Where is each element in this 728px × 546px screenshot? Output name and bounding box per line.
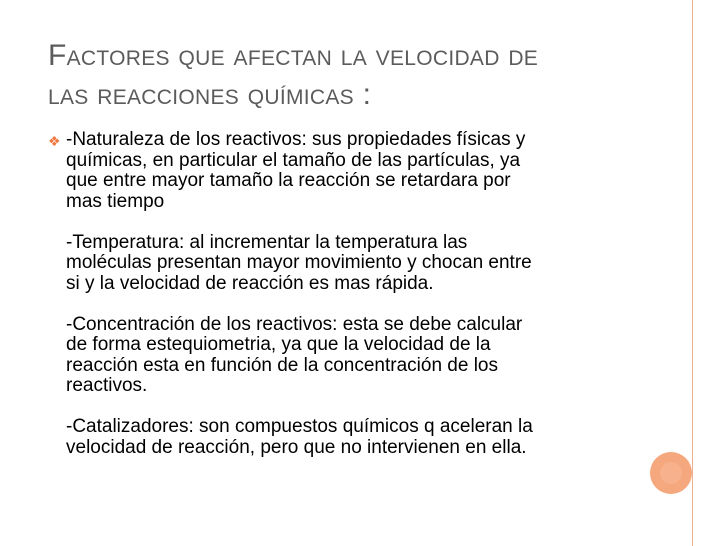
text-line: reactivos. (66, 375, 148, 396)
text-line: reacción esta en función de la concentración de los (66, 354, 498, 376)
orange-diamond-bullet-icon: ❖ (48, 133, 61, 149)
bullet-item (48, 130, 628, 458)
text-line: si y la velocidad de reacción es mas rápida. (66, 272, 434, 294)
text-line: -Temperatura: al incrementar la temperatura las (66, 231, 468, 253)
text-line: químicas, en particular el tamaño de las partículas, ya (66, 149, 521, 171)
paragraph-naturaleza (66, 130, 628, 212)
text-line: velocidad de reacción, pero que no intervienen en ella. (66, 436, 527, 458)
paragraph-temperatura (66, 233, 628, 295)
paragraph-catalizadores (66, 417, 628, 458)
text-line: de forma estequiometria, ya que la velocidad de la (66, 334, 491, 355)
text-line: -Catalizadores: son compuestos químicos q aceleran la (66, 416, 533, 437)
text-line: -Concentración de los reactivos: esta se debe calcular (66, 313, 523, 335)
decorative-vertical-line (692, 0, 693, 546)
text-line: que entre mayor tamaño la reacción se retardara por (66, 170, 511, 191)
text-line: mas tiempo (66, 190, 165, 212)
text-line: moléculas presentan mayor movimiento y chocan entre (66, 252, 532, 273)
title-line-1: Factores que afectan la velocidad de (48, 39, 539, 72)
title-line-2: las reacciones químicas : (48, 78, 372, 111)
slide-content (48, 130, 628, 458)
slide-title (48, 36, 648, 114)
paragraph-concentracion (66, 315, 628, 397)
decorative-circle-highlight (660, 462, 682, 484)
text-line: -Naturaleza de los reactivos: sus propiedades físicas y (66, 129, 526, 150)
bullet-body (66, 130, 628, 458)
